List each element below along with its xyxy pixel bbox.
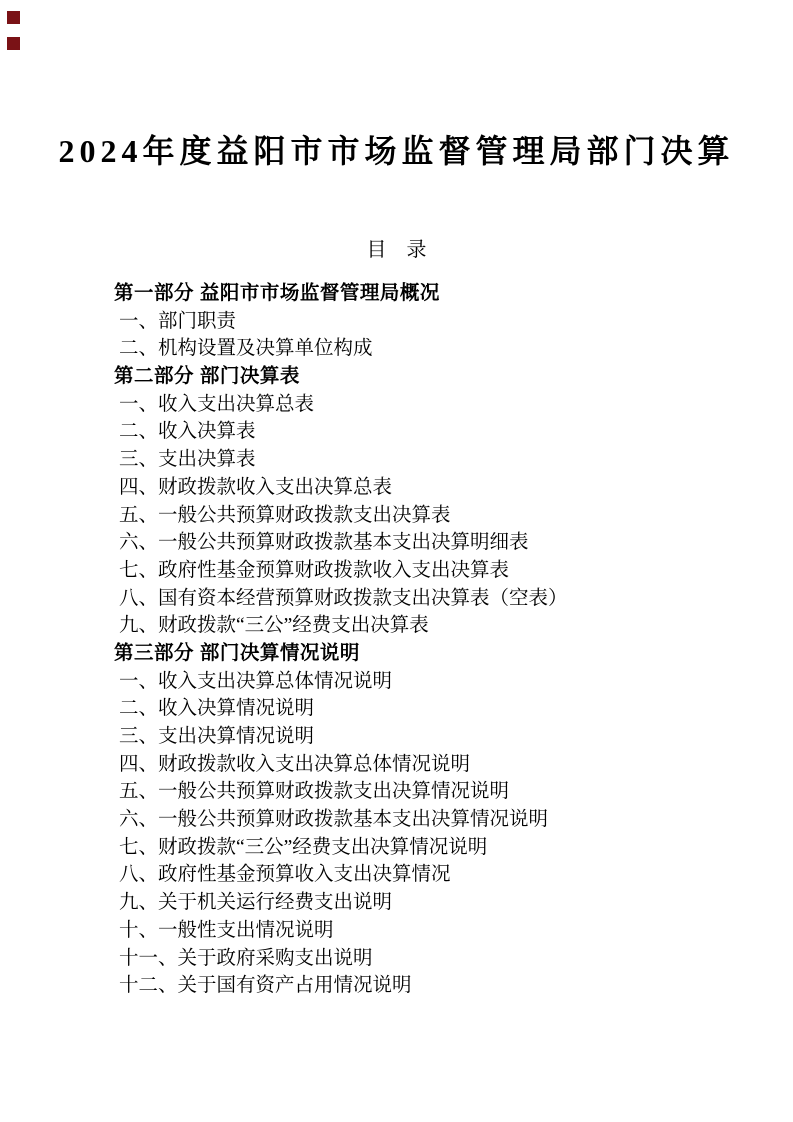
toc-entry: 一、收入支出决算总体情况说明 bbox=[119, 670, 393, 692]
corner-mark-top bbox=[7, 11, 20, 24]
toc-entry: 五、一般公共预算财政拨款支出决算表 bbox=[119, 504, 451, 526]
toc-entry: 九、关于机关运行经费支出说明 bbox=[119, 892, 393, 914]
toc-entry: 二、机构设置及决算单位构成 bbox=[119, 338, 373, 360]
toc-part-heading: 第三部分 部门决算情况说明 bbox=[114, 641, 360, 664]
toc-entry: 五、一般公共预算财政拨款支出决算情况说明 bbox=[119, 781, 510, 803]
toc-entry: 六、一般公共预算财政拨款基本支出决算情况说明 bbox=[119, 809, 549, 831]
toc-part-heading: 第一部分 益阳市市场监督管理局概况 bbox=[114, 282, 440, 304]
toc-entry: 七、财政拨款“三公”经费支出决算情况说明 bbox=[119, 836, 488, 858]
toc-entry: 十、一般性支出情况说明 bbox=[119, 919, 334, 941]
toc-entry: 二、收入决算表 bbox=[119, 421, 256, 443]
toc-entry: 四、财政拨款收入支出决算总表 bbox=[119, 476, 393, 498]
toc-entry: 四、财政拨款收入支出决算总体情况说明 bbox=[119, 753, 471, 775]
toc-entry: 一、收入支出决算总表 bbox=[119, 393, 315, 415]
corner-mark-bottom bbox=[7, 37, 20, 50]
document-title: 2024年度益阳市市场监督管理局部门决算 bbox=[58, 133, 735, 169]
toc-entry: 三、支出决算表 bbox=[119, 449, 256, 471]
toc-entry: 三、支出决算情况说明 bbox=[119, 726, 315, 747]
toc-heading: 目 录 bbox=[366, 239, 427, 261]
toc-entry: 九、财政拨款“三公”经费支出决算表 bbox=[119, 615, 429, 637]
toc-part-heading: 第二部分 部门决算表 bbox=[114, 365, 300, 388]
toc-entry: 一、部门职责 bbox=[119, 310, 237, 332]
toc-entry: 八、国有资本经营预算财政拨款支出决算表（空表） bbox=[119, 587, 568, 609]
toc-entry: 七、政府性基金预算财政拨款收入支出决算表 bbox=[119, 559, 510, 581]
toc-entry: 十二、关于国有资产占用情况说明 bbox=[119, 975, 412, 997]
toc-entry: 十一、关于政府采购支出说明 bbox=[119, 947, 373, 969]
toc-list bbox=[114, 280, 714, 1000]
toc-entry: 六、一般公共预算财政拨款基本支出决算明细表 bbox=[119, 532, 529, 554]
toc-entry: 二、收入决算情况说明 bbox=[119, 698, 315, 720]
toc-entry: 八、政府性基金预算收入支出决算情况 bbox=[119, 864, 451, 886]
